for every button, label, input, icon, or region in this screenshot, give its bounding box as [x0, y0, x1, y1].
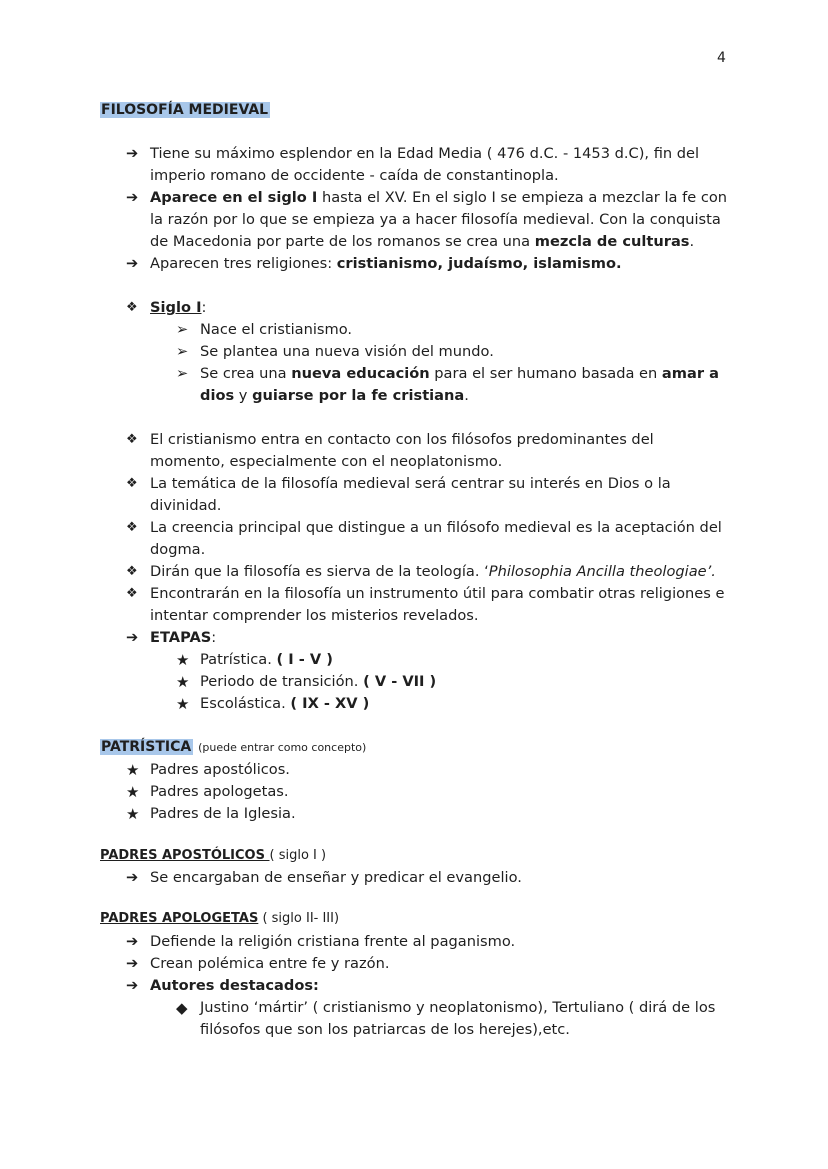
arrow-bullet-icon: ➔ [126, 189, 139, 206]
arrow-bullet-icon: ➔ [126, 629, 139, 646]
star-bullet-icon: ★ [126, 761, 140, 779]
list-item: ❖ La creencia principal que distingue a un filósofo medieval es la aceptación del dogma. [126, 519, 722, 558]
arrow-bullet-icon: ➔ [126, 255, 139, 272]
star-bullet-icon: ★ [126, 805, 140, 823]
sub-list-item: ◆ Justino ‘mártir’ ( cristianismo y neoplatonismo), Tertuliano ( dirá de los filósofos que son los patriarcas de los herejes),etc. [176, 999, 716, 1038]
arrow-bullet-icon: ➔ [126, 955, 139, 972]
list-item: ➔ Aparecen tres religiones: cristianismo, judaísmo, islamismo. [150, 253, 730, 275]
sub-list-item: ➢ Nace el cristianismo. [200, 319, 720, 341]
triangle-arrow-icon: ➢ [176, 365, 189, 382]
list-item: ➔ Tiene su máximo esplendor en la Edad Media ( 476 d.C. - 1453 d.C), fin del imperio romano de occidente - caída de constantinopla. [126, 145, 700, 184]
list-item: ❖ Encontrarán en la filosofía un instrumento útil para combatir otras religiones e intentar comprender los misterios revelados. [126, 585, 725, 624]
diamond-solid-icon: ◆ [176, 999, 188, 1017]
list-item: ➔ Crean polémica entre fe y razón. [150, 953, 730, 975]
section-title-apostolicos: PADRES APOSTÓLICOS ( siglo I ) [100, 848, 327, 863]
diamond-bullet-icon: ❖ [126, 520, 138, 535]
triangle-arrow-icon: ➢ [176, 321, 189, 338]
diamond-bullet-icon: ❖ [126, 564, 138, 579]
star-bullet-icon: ★ [176, 651, 190, 669]
star-bullet-icon: ★ [176, 695, 190, 713]
arrow-bullet-icon: ➔ [126, 933, 139, 950]
list-item: ❖ Dirán que la filosofía es sierva de la teología. ‘Philosophia Ancilla theologiae’. [150, 561, 730, 583]
sub-list-item: ★ Periodo de transición. ( V - VII ) [176, 673, 437, 691]
arrow-bullet-icon: ➔ [126, 145, 139, 162]
list-item: ★ Padres de la Iglesia. [126, 805, 296, 823]
list-item: ★ Padres apostólicos. [126, 761, 290, 779]
section-title-apologetas: PADRES APOLOGETAS ( siglo II- III) [100, 911, 340, 926]
star-bullet-icon: ★ [126, 783, 140, 801]
list-item: ➔ Autores destacados: [150, 975, 730, 997]
diamond-bullet-icon: ❖ [126, 476, 138, 491]
sub-list-item: ➢ Se plantea una nueva visión del mundo. [200, 341, 720, 363]
arrow-bullet-icon: ➔ [126, 869, 139, 886]
list-item: ❖ El cristianismo entra en contacto con los filósofos predominantes del momento, especialmente con el neoplatonismo. [126, 431, 654, 470]
diamond-bullet-icon: ❖ [126, 586, 138, 601]
list-item: ❖ La temática de la filosofía medieval será centrar su interés en Dios o la divinidad. [126, 475, 671, 514]
section-title-medieval: FILOSOFÍA MEDIEVAL [101, 102, 269, 118]
list-item-siglo: ❖ Siglo I: [150, 297, 730, 319]
page-number: 4 [717, 50, 726, 66]
arrow-bullet-icon: ➔ [126, 977, 139, 994]
diamond-bullet-icon: ❖ [126, 432, 138, 447]
sub-list-item: ★ Escolástica. ( IX - XV ) [176, 695, 370, 713]
list-item: ➔ Se encargaban de enseñar y predicar el evangelio. [150, 867, 730, 889]
list-item: ➔ Aparece en el siglo I hasta el XV. En el siglo I se empieza a mezclar la fe con la razón por lo que se empieza ya a hacer filosofía medieval. Con la conquista de Macedonia por parte de los romanos se crea una mezcla de culturas. [126, 189, 728, 250]
sub-list-item: ➢ Se crea una nueva educación para el ser humano basada en amar a dios y guiarse por la fe cristiana. [176, 365, 719, 404]
list-item-etapas: ➔ ETAPAS: [150, 627, 730, 649]
sub-list-item: ★ Patrística. ( I - V ) [176, 651, 333, 669]
diamond-bullet-icon: ❖ [126, 300, 138, 315]
list-item: ➔ Defiende la religión cristiana frente al paganismo. [150, 931, 730, 953]
triangle-arrow-icon: ➢ [176, 343, 189, 360]
star-bullet-icon: ★ [176, 673, 190, 691]
section-title-patristica: PATRÍSTICA (puede entrar como concepto) [101, 739, 367, 755]
list-item: ★ Padres apologetas. [126, 783, 289, 801]
